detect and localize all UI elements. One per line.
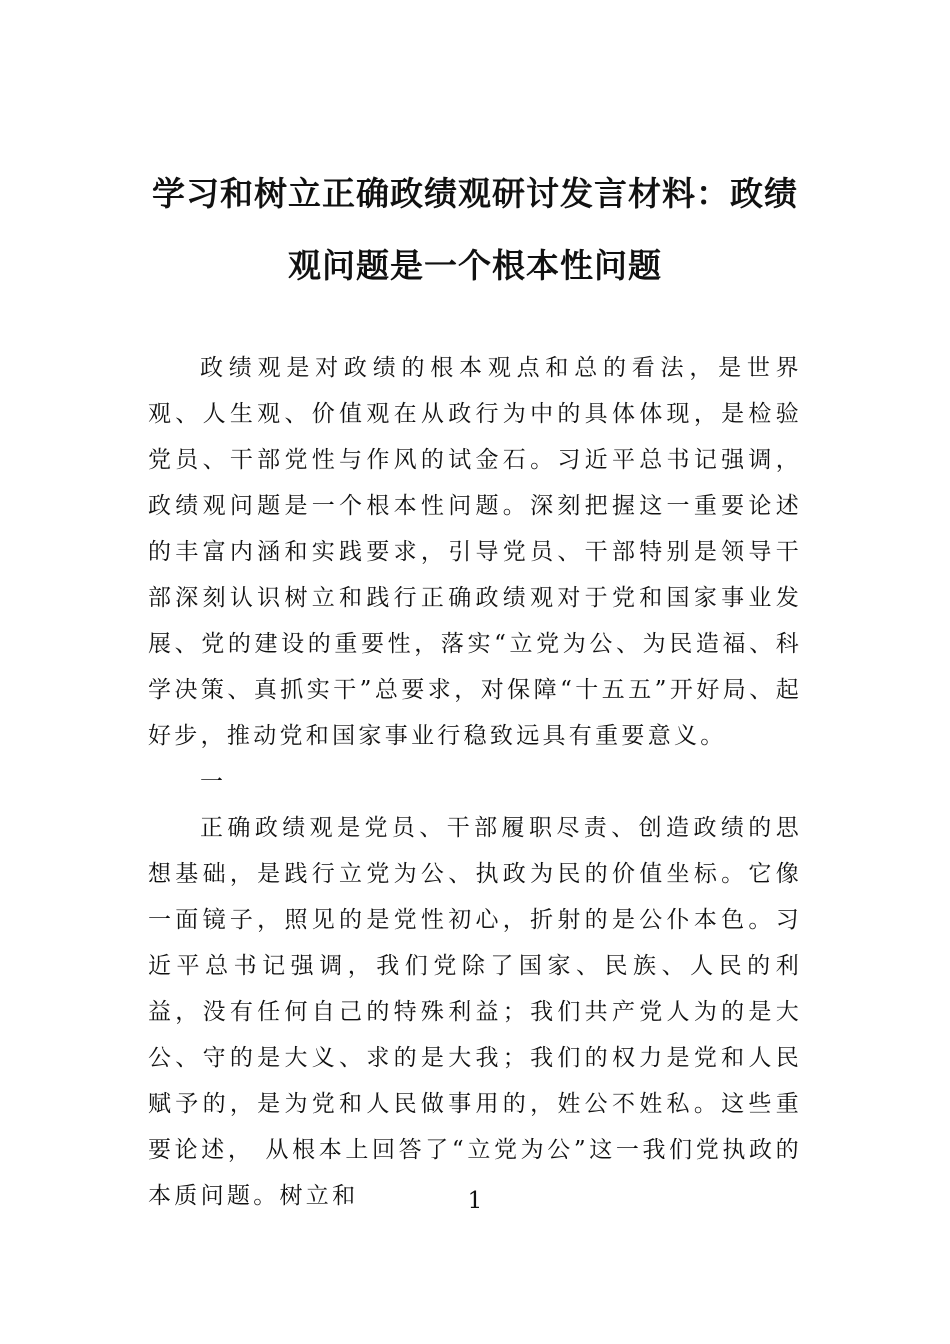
paragraph-section-one: 正确政绩观是党员、干部履职尽责、创造政绩的思想基础，是践行立党为公、执政为民的价值坐标。它像一面镜子，照见的是党性初心，折射的是公仆本色。习近平总书记强调，我们党除了国家、民族、人民的利益，没有任何自己的特殊利益；我们共产党人为的是大公、守的是大义、求的是大我；我们的权力是党和人民赋予的，是为党和人民做事用的，姓公不姓私。这些重要论述， 从根本上回答了“立党为公”这一我们党执政的本质问题。树立和 (148, 815, 802, 1209)
document-title: 学习和树立正确政绩观研讨发言材料：政绩观问题是一个根本性问题 (152, 174, 798, 285)
document-body (148, 345, 802, 1219)
paragraph-intro: 政绩观是对政绩的根本观点和总的看法，是世界观、人生观、价值观在从政行为中的具体体现，是检验党员、干部党性与作风的试金石。习近平总书记强调，政绩观问题是一个根本性问题。深刻把握这一重要论述的丰富内涵和实践要求，引导党员、干部特别是领导干部深刻认识树立和践行正确政绩观对于党和国家事业发展、党的建设的重要性，落实“立党为公、为民造福、科学决策、真抓实干”总要求，对保障“十五五”开好局、起好步，推动党和国家事业行稳致远具有重要意义。 (148, 355, 802, 749)
page-number: 1 (467, 1188, 483, 1214)
section-heading-one: 一 (200, 769, 227, 795)
